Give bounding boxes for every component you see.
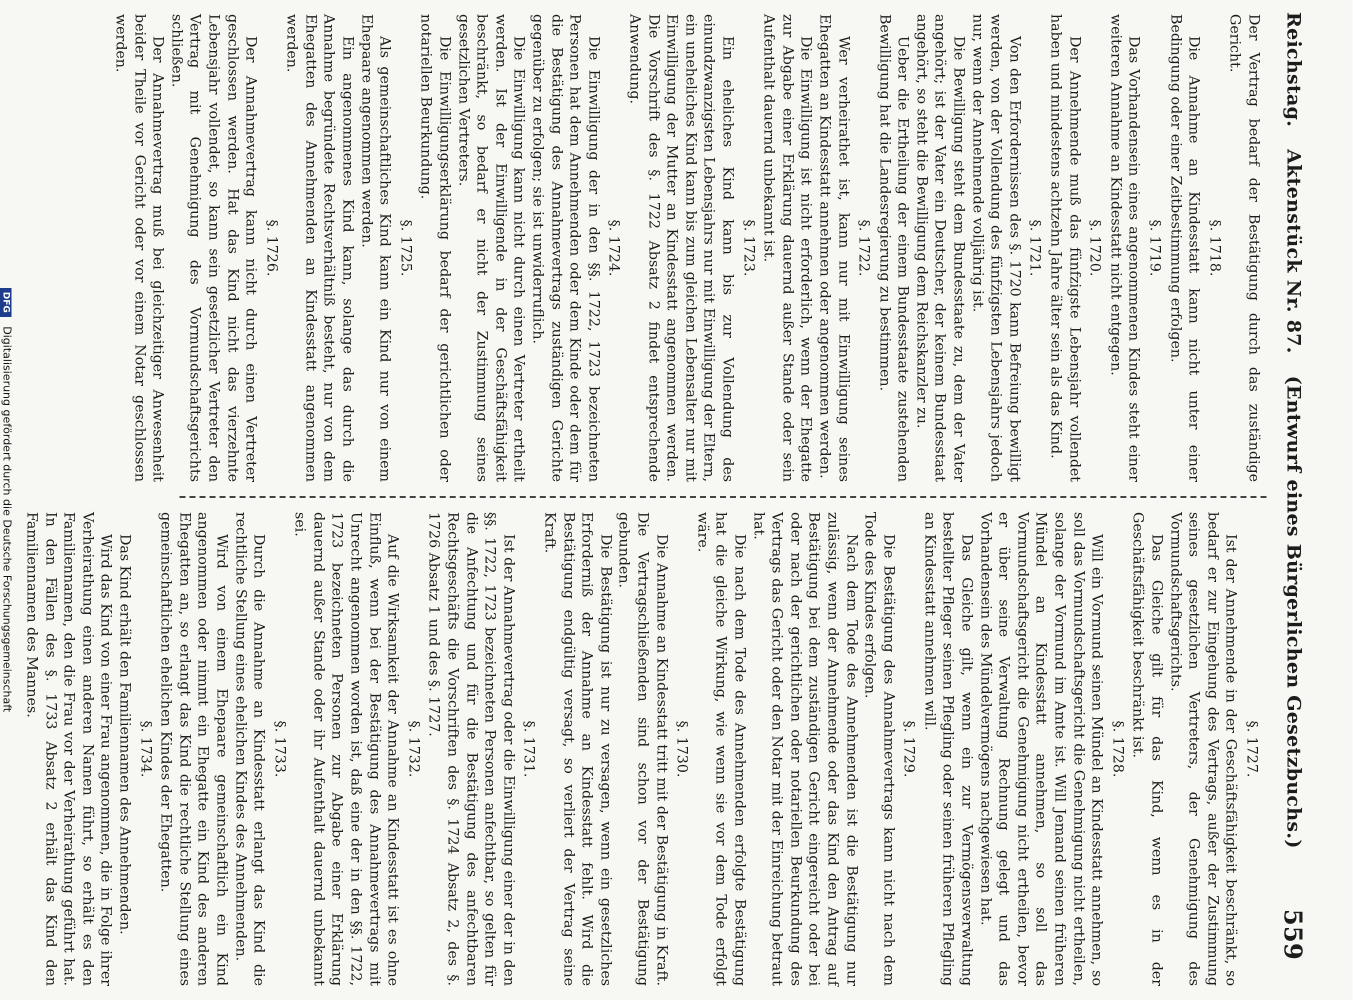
column-divider	[180, 496, 1267, 498]
page-number: 559	[1279, 909, 1308, 960]
section-heading: §. 1718.	[1206, 219, 1223, 277]
paragraph: Die Bewilligung steht dem Bundesstaate zu, dem der Vater angehört; ist der Vater ein Deutscher, der keinem Bundesstaat angehört, so steht die Bewilligung dem Reichskanzler zu.	[913, 14, 967, 482]
paragraph: Ein angenommenes Kind kann, solange das durch die Annahme begründete Rechtsverhältniß besteht, nur von dem Ehegatten des Annehmenden an Kindesstatt angenommen werden.	[283, 14, 356, 482]
page-header	[1277, 12, 1311, 960]
paragraph: Die nach dem Tode des Annehmenden erfolgte Bestätigung hat die gleiche Wirkung, wie wenn sie vor dem Tode erfolgt wäre.	[694, 512, 748, 986]
section-heading: §. 1724.	[605, 219, 622, 277]
paragraph: Als gemeinschaftliches Kind kann ein Kind nur von einem Ehepaare angenommen werden.	[358, 14, 393, 482]
paragraph: Wird das Kind von einer Frau angenommen, die in Folge ihrer Verheirathung einen anderen Namen führt, so erhält es den Familiennamen, den die Frau vor der Verheirathung geführt hat. In den Fällen des §. 1733 Absatz 2 erhält das Kind den Familiennamen des Mannes.	[23, 512, 114, 986]
paragraph: Ist der Annehmende in der Geschäftsfähigkeit beschränkt, so bedarf er zur Eingehung des Vertrags, außer der Zustimmung seines gesetzlichen Vertreters, der Genehmigung des Vormundschaftsgerichts.	[1167, 512, 1239, 986]
paragraph: Das Kind erhält den Familiennamen des Annehmenden.	[116, 534, 133, 935]
section-heading: §. 1721.	[1026, 219, 1043, 277]
paragraph: Die Annahme an Kindesstatt kann nicht unter einer Bedingung oder einer Zeitbestimmung erfolgen.	[1167, 14, 1202, 482]
paragraph: Die Einwilligung kann nicht durch einen Vertreter ertheilt werden. Ist der Einwilligende in der Geschäftsfähigkeit beschränkt, so bedarf er nicht der Zustimmung seines gesetzlichen Vertreters.	[455, 14, 527, 482]
paragraph: Das Gleiche gilt, wenn ein zur Vermögensverwaltung bestellter Pfleger seinen Pflegling oder seinen früheren Pflegling an Kindesstatt annehmen will.	[921, 512, 975, 986]
paragraph: Wird von einem Ehepaare gemeinschaftlich ein Kind angenommen oder nimmt ein Ehegatte ein Kind des anderen Ehegatten an, so erlangt das Kind die rechtliche Stellung eines gemeinschaftlichen ehelichen Kindes der Ehegatten.	[157, 512, 230, 986]
paragraph: Durch die Annahme an Kindesstatt erlangt das Kind die rechtliche Stellung eines ehelichen Kindes des Annehmenden.	[232, 512, 267, 986]
section-heading: §. 1719.	[1146, 219, 1163, 277]
header-title: (Entwurf eines Bürgerlichen Gesetzbuchs.)	[1282, 375, 1305, 849]
dfg-logo: DFG	[0, 288, 12, 317]
paragraph: Ueber die Ertheilung der einem Bundesstaate zustehenden Bewilligung hat die Landesregierung zu bestimmen.	[876, 14, 911, 482]
footer-text: Digitalisierung gefördert durch die Deutsche Forschungsgemeinschaft	[0, 326, 14, 713]
paragraph: Auf die Wirksamkeit der Annahme an Kindesstatt ist es ohne Einfluß, wenn bei der Bestätigung des Annahmevertrags mit Unrecht angenommen worden ist, daß eine der in den §§. 1722, 1723 bezeichneten Personen zur Abgabe einer Erklärung dauernd außer Stande oder ihr Aufenthalt dauernd unbekannt sei.	[291, 512, 401, 986]
paragraph: Ist der Annahmevertrag oder die Einwilligung einer der in den §§. 1722, 1723 bezeichneten Personen anfechtbar, so gelten für die Anfechtung und für die Bestätigung des anfechtbaren Rechtsgeschäfts die Vorschriften des §. 1724 Absatz 2, des §. 1726 Absatz 1 und des §. 1727.	[425, 512, 517, 986]
section-heading: §. 1722.	[855, 219, 872, 277]
paragraph: Ein eheliches Kind kann bis zur Vollendung des einundzwanzigsten Lebensjahrs nur mit Einwilligung der Eltern, ein uneheliches Kind kann bis zum gleichen Lebensalter nur mit Einwilligung der Mutter an Kindesstatt angenommen werden. Die Vorschrift des §. 1722 Absatz 2 findet entsprechende Anwendung.	[626, 14, 736, 482]
paragraph: Der Vertrag bedarf der Bestätigung durch das zuständige Gericht.	[1226, 14, 1262, 482]
section-heading: §. 1725.	[397, 219, 414, 277]
section-heading: §. 1723.	[740, 219, 757, 277]
section-heading: §. 1728.	[1109, 720, 1126, 778]
left-column	[112, 14, 1263, 482]
section-heading: §. 1726.	[263, 219, 280, 277]
paragraph: Will ein Vormund seinen Mündel an Kindesstatt annehmen, so soll das Vormundschaftsgericht die Genehmigung nicht ertheilen, solange der Vormund im Amte ist. Will Jemand seinen früheren Mündel an Kindesstatt annehmen, so soll das Vormundschaftsgericht die Genehmigung nicht ertheilen, bevor er über seine Verwaltung Rechnung gelegt und das Vorhandensein des Mündelvermögens nachgewiesen hat.	[977, 512, 1105, 986]
paragraph: Die Bestätigung ist nur zu versagen, wenn ein gesetzliches Erforderniß der Annahme an Kindesstatt fehlt. Wird die Bestätigung endgültig versagt, so verliert der Vertrag seine Kraft.	[541, 512, 614, 986]
paragraph: Der Annahmevertrag muß bei gleichzeitiger Anwesenheit beider Theile vor Gericht oder vor einem Notar geschlossen werden.	[112, 14, 166, 482]
section-heading: §. 1729.	[900, 720, 917, 778]
section-heading: §. 1730.	[673, 720, 690, 778]
section-heading: §. 1720.	[1086, 219, 1103, 277]
paragraph: Die Bestätigung des Annahmevertrags kann nicht nach dem Tode des Kindes erfolgen.	[861, 512, 897, 986]
paragraph: Die Annahme an Kindesstatt tritt mit der Bestätigung in Kraft. Die Vertragschließenden sind schon vor der Bestätigung gebunden.	[615, 512, 670, 986]
paragraph: Die Einwilligungserklärung bedarf der gerichtlichen oder notariellen Beurkundung.	[417, 14, 453, 482]
section-heading: §. 1731.	[520, 720, 537, 778]
paragraph: Die Einwilligung ist nicht erforderlich, wenn der Ehegatte zur Abgabe einer Erklärung dauernd außer Stande oder sein Aufenthalt dauernd unbekannt ist.	[760, 14, 814, 482]
digitization-footer	[0, 0, 14, 1000]
right-column	[23, 512, 1263, 986]
paragraph: Das Gleiche gilt für das Kind, wenn es in der Geschäftsfähigkeit beschränkt ist.	[1129, 512, 1165, 986]
section-heading: §. 1733.	[271, 720, 288, 778]
section-heading: §. 1727.	[1243, 720, 1260, 778]
paragraph: Nach dem Tode des Annehmenden ist die Bestätigung nur zulässig, wenn der Annehmende oder das Kind den Antrag auf Bestätigung bei dem zuständigen Gericht eingereicht oder bei oder nach der gerichtlichen oder notariellen Beurkundung des Vertrags das Gericht oder den Notar mit der Einreichung betraut hat.	[750, 512, 860, 986]
header-section: Reichstag.	[1282, 12, 1305, 128]
paragraph: Wer verheirathet ist, kann nur mit Einwilligung seines Ehegatten an Kindesstatt annehmen oder angenommen werden.	[816, 14, 852, 482]
paragraph: Die Einwilligung der in den §§. 1722, 1723 bezeichneten Personen hat dem Annehmenden oder dem Kinde oder dem für die Bestätigung des Annahmevertrags zuständigen Gerichte gegenüber zu erfolgen; sie ist unwiderruflich.	[529, 14, 602, 482]
section-heading: §. 1732.	[405, 720, 422, 778]
paragraph: Das Vorhandensein eines angenommenen Kindes steht einer weiteren Annahme an Kindesstatt nicht entgegen.	[1107, 14, 1142, 482]
paragraph: Der Annehmende muß das fünfzigste Lebensjahr vollendet haben und mindestens achtzehn Jahre älter sein als das Kind.	[1047, 14, 1083, 482]
paragraph: Von den Erfordernissen des §. 1720 kann Befreiung bewilligt werden, von der Vollendung des fünfzigsten Lebensjahrs jedoch nur, wenn der Annehmende volljährig ist.	[969, 14, 1023, 482]
header-document: Aktenstück Nr. 87.	[1282, 149, 1305, 354]
section-heading: §. 1734.	[137, 720, 154, 778]
paragraph: Der Annahmevertrag kann nicht durch einen Vertreter geschlossen werden. Hat das Kind nicht das vierzehnte Lebensjahr vollendet, so kann sein gesetzlicher Vertreter den Vertrag mit Genehmigung des Vormundschaftsgerichts schließen.	[168, 14, 259, 482]
